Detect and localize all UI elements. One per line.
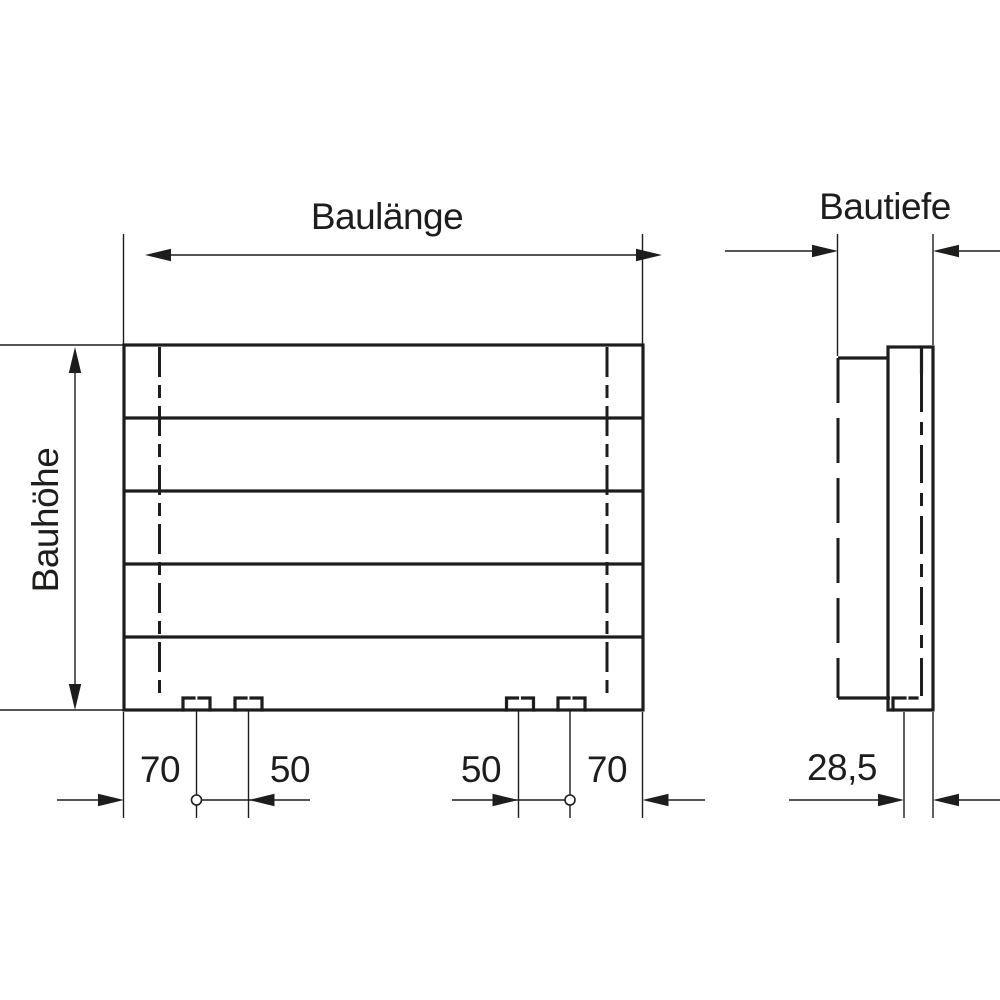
side-view — [838, 347, 933, 710]
arrow-left-icon — [145, 249, 171, 261]
radiator-body-outline — [124, 345, 643, 710]
connection-tab — [507, 698, 534, 710]
side-connection-tab — [893, 698, 917, 710]
label-bauhoehe: Bauhöhe — [25, 447, 66, 593]
dimension-baulaenge — [124, 196, 663, 344]
dimension-bautiefe — [725, 186, 1000, 356]
dim-value-left-outer: 70 — [139, 749, 181, 790]
tab-shape — [235, 698, 262, 710]
dim-value-left-inner: 50 — [269, 749, 311, 790]
dimension-point-circle — [565, 795, 575, 805]
tab-shape — [507, 698, 534, 710]
arrow-down-icon — [69, 684, 81, 710]
arrow-up-icon — [69, 347, 81, 373]
front-panel-outline — [888, 347, 933, 710]
connection-tab — [558, 698, 585, 710]
connection-tab — [235, 698, 262, 710]
arrow-right-icon — [636, 249, 662, 261]
arrow-left-icon — [933, 245, 959, 257]
bottom-dimensions — [57, 710, 1000, 818]
dim-value-right-inner: 50 — [460, 749, 502, 790]
arrow-right-icon — [493, 794, 519, 806]
arrow-left-icon — [249, 794, 275, 806]
label-bautiefe: Bautiefe — [819, 186, 951, 227]
connection-tab — [183, 698, 210, 710]
dim-value-depth-offset: 28,5 — [806, 747, 878, 788]
dimension-point-circle — [192, 795, 202, 805]
arrow-left-icon — [643, 794, 669, 806]
dim-value-right-outer: 70 — [586, 749, 628, 790]
tab-shape — [183, 698, 210, 710]
tab-shape — [558, 698, 585, 710]
arrow-right-icon — [878, 794, 904, 806]
dimension-bauhoehe — [0, 345, 123, 710]
front-view — [124, 345, 643, 710]
arrow-right-icon — [98, 794, 124, 806]
arrow-right-icon — [812, 245, 838, 257]
label-baulaenge: Baulänge — [310, 196, 464, 237]
